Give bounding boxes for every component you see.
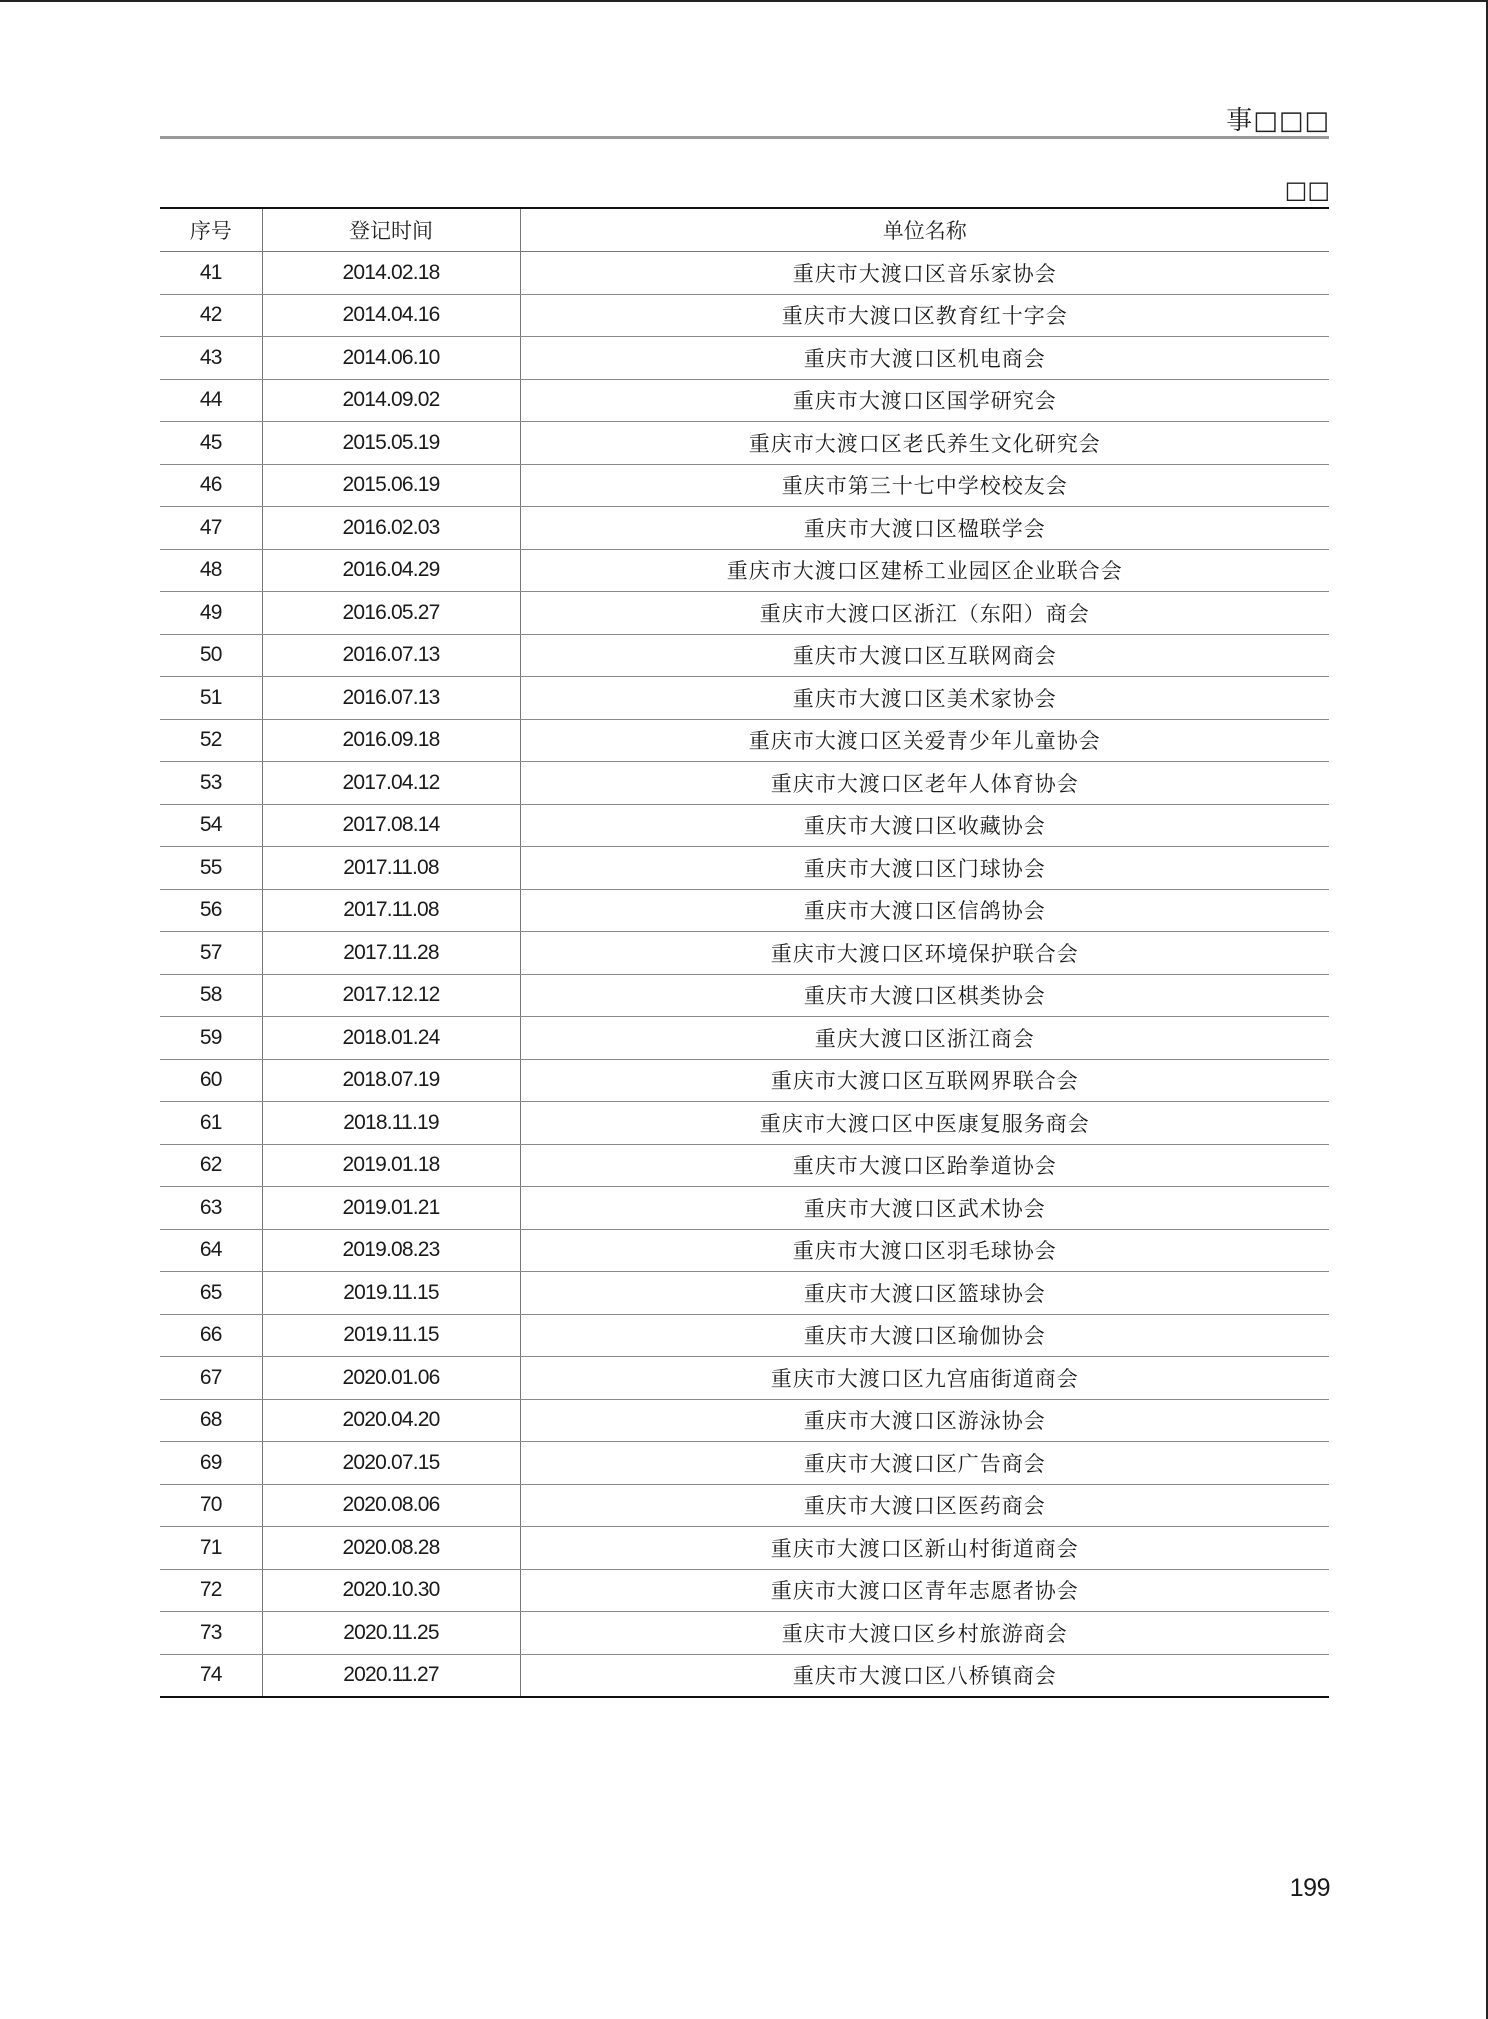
table-row: [160, 1102, 1329, 1145]
cell-date: 2016.07.13: [262, 677, 520, 720]
table-row: [160, 549, 1329, 592]
cell-date: 2017.12.12: [262, 974, 520, 1017]
page-number: 199: [1289, 1874, 1330, 1902]
cell-unit-name: 重庆市大渡口区新山村街道商会: [520, 1527, 1329, 1570]
cell-unit-name: 重庆市大渡口区中医康复服务商会: [520, 1102, 1329, 1145]
table-row: [160, 1654, 1329, 1697]
cell-index: 65: [160, 1272, 262, 1315]
cell-index: 71: [160, 1527, 262, 1570]
cell-index: 73: [160, 1612, 262, 1655]
cell-date: 2020.10.30: [262, 1569, 520, 1612]
running-header-title: 事□□□: [1226, 106, 1330, 136]
cell-index: 64: [160, 1229, 262, 1272]
cell-date: 2019.11.15: [262, 1272, 520, 1315]
header-divider: [160, 136, 1329, 139]
table-row: [160, 422, 1329, 465]
cell-date: 2014.04.16: [262, 294, 520, 337]
table-row: [160, 1527, 1329, 1570]
cell-date: 2019.11.15: [262, 1314, 520, 1357]
table-header: [160, 208, 1329, 252]
table-row: [160, 1187, 1329, 1230]
cell-unit-name: 重庆市大渡口区跆拳道协会: [520, 1144, 1329, 1187]
cell-index: 56: [160, 889, 262, 932]
cell-unit-name: 重庆市大渡口区美术家协会: [520, 677, 1329, 720]
table-row: [160, 762, 1329, 805]
cell-date: 2017.11.08: [262, 847, 520, 890]
cell-date: 2020.08.28: [262, 1527, 520, 1570]
cell-unit-name: 重庆市大渡口区楹联学会: [520, 507, 1329, 550]
table-row: [160, 1229, 1329, 1272]
cell-unit-name: 重庆市大渡口区关爱青少年儿童协会: [520, 719, 1329, 762]
cell-date: 2016.05.27: [262, 592, 520, 635]
cell-index: 46: [160, 464, 262, 507]
cell-index: 54: [160, 804, 262, 847]
cell-date: 2016.09.18: [262, 719, 520, 762]
table-row: [160, 1272, 1329, 1315]
cell-index: 61: [160, 1102, 262, 1145]
cell-unit-name: 重庆市大渡口区老氏养生文化研究会: [520, 422, 1329, 465]
table-continued-note: □□: [1284, 176, 1330, 204]
cell-date: 2018.07.19: [262, 1059, 520, 1102]
cell-unit-name: 重庆市大渡口区乡村旅游商会: [520, 1612, 1329, 1655]
table-header-row: [160, 208, 1329, 252]
cell-date: 2017.04.12: [262, 762, 520, 805]
cell-unit-name: 重庆市大渡口区八桥镇商会: [520, 1654, 1329, 1697]
table-row: [160, 1357, 1329, 1400]
table-row: [160, 379, 1329, 422]
table-row: [160, 974, 1329, 1017]
cell-index: 53: [160, 762, 262, 805]
cell-unit-name: 重庆市大渡口区浙江（东阳）商会: [520, 592, 1329, 635]
table-row: [160, 337, 1329, 380]
cell-date: 2018.01.24: [262, 1017, 520, 1060]
table-row: [160, 507, 1329, 550]
cell-date: 2019.08.23: [262, 1229, 520, 1272]
table-row: [160, 804, 1329, 847]
cell-date: 2020.11.27: [262, 1654, 520, 1697]
registry-table: [160, 207, 1329, 1698]
table-row: [160, 1059, 1329, 1102]
cell-unit-name: 重庆大渡口区浙江商会: [520, 1017, 1329, 1060]
cell-date: 2020.04.20: [262, 1399, 520, 1442]
cell-unit-name: 重庆市大渡口区互联网商会: [520, 634, 1329, 677]
cell-index: 48: [160, 549, 262, 592]
cell-unit-name: 重庆市大渡口区国学研究会: [520, 379, 1329, 422]
table-row: [160, 1314, 1329, 1357]
cell-index: 47: [160, 507, 262, 550]
table-row: [160, 294, 1329, 337]
cell-unit-name: 重庆市大渡口区门球协会: [520, 847, 1329, 890]
cell-index: 44: [160, 379, 262, 422]
cell-index: 55: [160, 847, 262, 890]
cell-index: 66: [160, 1314, 262, 1357]
cell-date: 2020.11.25: [262, 1612, 520, 1655]
cell-date: 2015.06.19: [262, 464, 520, 507]
cell-date: 2020.08.06: [262, 1484, 520, 1527]
table-row: [160, 847, 1329, 890]
cell-index: 69: [160, 1442, 262, 1485]
cell-unit-name: 重庆市大渡口区青年志愿者协会: [520, 1569, 1329, 1612]
cell-index: 59: [160, 1017, 262, 1060]
table-row: [160, 1017, 1329, 1060]
cell-index: 68: [160, 1399, 262, 1442]
cell-unit-name: 重庆市大渡口区棋类协会: [520, 974, 1329, 1017]
cell-index: 60: [160, 1059, 262, 1102]
cell-unit-name: 重庆市大渡口区瑜伽协会: [520, 1314, 1329, 1357]
cell-date: 2014.02.18: [262, 252, 520, 295]
cell-index: 67: [160, 1357, 262, 1400]
cell-index: 51: [160, 677, 262, 720]
cell-index: 42: [160, 294, 262, 337]
cell-index: 43: [160, 337, 262, 380]
cell-date: 2020.07.15: [262, 1442, 520, 1485]
table-row: [160, 719, 1329, 762]
cell-unit-name: 重庆市大渡口区广告商会: [520, 1442, 1329, 1485]
cell-date: 2020.01.06: [262, 1357, 520, 1400]
cell-index: 74: [160, 1654, 262, 1697]
cell-unit-name: 重庆市大渡口区教育红十字会: [520, 294, 1329, 337]
cell-date: 2017.08.14: [262, 804, 520, 847]
table-row: [160, 1399, 1329, 1442]
cell-index: 52: [160, 719, 262, 762]
table-row: [160, 252, 1329, 295]
cell-index: 63: [160, 1187, 262, 1230]
cell-index: 50: [160, 634, 262, 677]
cell-unit-name: 重庆市大渡口区环境保护联合会: [520, 932, 1329, 975]
cell-unit-name: 重庆市大渡口区篮球协会: [520, 1272, 1329, 1315]
table-body: [160, 252, 1329, 1698]
table-row: [160, 634, 1329, 677]
cell-index: 45: [160, 422, 262, 465]
cell-unit-name: 重庆市大渡口区羽毛球协会: [520, 1229, 1329, 1272]
cell-date: 2017.11.28: [262, 932, 520, 975]
cell-unit-name: 重庆市大渡口区医药商会: [520, 1484, 1329, 1527]
table-row: [160, 1569, 1329, 1612]
cell-unit-name: 重庆市大渡口区互联网界联合会: [520, 1059, 1329, 1102]
cell-unit-name: 重庆市第三十七中学校校友会: [520, 464, 1329, 507]
cell-date: 2016.02.03: [262, 507, 520, 550]
cell-index: 70: [160, 1484, 262, 1527]
cell-date: 2016.04.29: [262, 549, 520, 592]
cell-date: 2015.05.19: [262, 422, 520, 465]
cell-unit-name: 重庆市大渡口区老年人体育协会: [520, 762, 1329, 805]
cell-date: 2019.01.21: [262, 1187, 520, 1230]
table-row: [160, 1144, 1329, 1187]
table-row: [160, 464, 1329, 507]
table-row: [160, 1612, 1329, 1655]
cell-date: 2014.09.02: [262, 379, 520, 422]
column-header-name: 单位名称: [520, 208, 1329, 252]
cell-date: 2016.07.13: [262, 634, 520, 677]
table-row: [160, 889, 1329, 932]
cell-index: 58: [160, 974, 262, 1017]
cell-index: 72: [160, 1569, 262, 1612]
cell-index: 41: [160, 252, 262, 295]
cell-unit-name: 重庆市大渡口区武术协会: [520, 1187, 1329, 1230]
cell-unit-name: 重庆市大渡口区收藏协会: [520, 804, 1329, 847]
cell-date: 2014.06.10: [262, 337, 520, 380]
cell-date: 2019.01.18: [262, 1144, 520, 1187]
cell-unit-name: 重庆市大渡口区九宫庙街道商会: [520, 1357, 1329, 1400]
column-header-index: 序号: [160, 208, 262, 252]
page-top-border: [0, 0, 1488, 2]
cell-unit-name: 重庆市大渡口区信鸽协会: [520, 889, 1329, 932]
column-header-date: 登记时间: [262, 208, 520, 252]
table-row: [160, 1484, 1329, 1527]
cell-index: 49: [160, 592, 262, 635]
cell-unit-name: 重庆市大渡口区建桥工业园区企业联合会: [520, 549, 1329, 592]
table-row: [160, 592, 1329, 635]
table-row: [160, 677, 1329, 720]
cell-date: 2018.11.19: [262, 1102, 520, 1145]
cell-index: 62: [160, 1144, 262, 1187]
table-row: [160, 932, 1329, 975]
cell-unit-name: 重庆市大渡口区机电商会: [520, 337, 1329, 380]
cell-date: 2017.11.08: [262, 889, 520, 932]
cell-unit-name: 重庆市大渡口区音乐家协会: [520, 252, 1329, 295]
cell-unit-name: 重庆市大渡口区游泳协会: [520, 1399, 1329, 1442]
cell-index: 57: [160, 932, 262, 975]
table-row: [160, 1442, 1329, 1485]
